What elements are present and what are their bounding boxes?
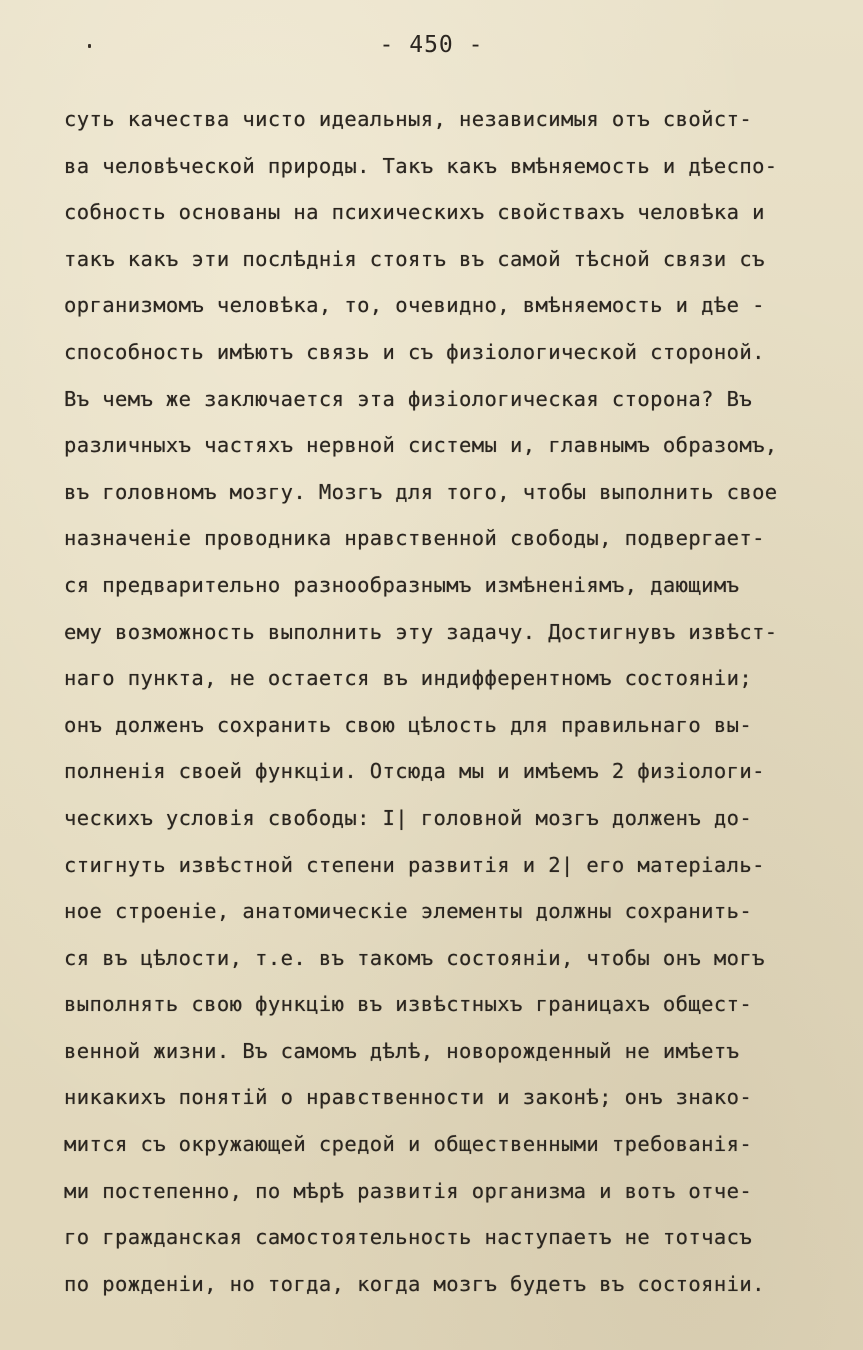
text-line: организмомъ человѣка, то, очевидно, вмѣняемость и дѣе - [64, 293, 765, 318]
text-line: суть качества чисто идеальныя, независимыя отъ свойст- [64, 107, 753, 131]
text-line: мится съ окружающей средой и общественными требованiя- [64, 1132, 753, 1157]
text-line: онъ долженъ сохранить свою цѣлость для правильнаго вы- [64, 712, 753, 737]
text-line: наго пункта, не остается въ индифферентномъ состоянiи; [64, 666, 753, 691]
text-line: полненiя своей функцiи. Отсюда мы и имѣемъ 2 физiологи- [64, 759, 765, 784]
text-line: въ головномъ мозгу. Мозгъ для того, чтобы выполнить свое [64, 479, 778, 504]
text-line: собность основаны на психическихъ свойствахъ человѣка и [64, 200, 765, 225]
text-line: ное строенiе, анатомическiе элементы должны сохранить- [64, 899, 753, 924]
text-line: ва человѣческой природы. Такъ какъ вмѣняемость и дѣеспо- [64, 153, 778, 178]
text-line: ся въ цѣлости, т.е. въ такомъ состоянiи, чтобы онъ могъ [64, 945, 765, 970]
text-line: никакихъ понятiй о нравственности и законѣ; онъ знако- [64, 1085, 753, 1110]
text-line: ми постепенно, по мѣрѣ развитiя организма и вотъ отче- [64, 1178, 753, 1203]
text-line: стигнуть извѣстной степени развитiя и 2| его матерiаль- [64, 852, 765, 877]
text-line: ческихъ условiя свободы: I| головной мозгъ долженъ до- [64, 805, 753, 830]
text-line: назначенiе проводника нравственной свободы, подвергает- [64, 526, 765, 551]
text-line: способность имѣютъ связь и съ физiологической стороной. [64, 339, 765, 364]
body-text [64, 96, 844, 1307]
text-line: ему возможность выполнить эту задачу. Достигнувъ извѣст- [64, 619, 778, 644]
text-line: Въ чемъ же заключается эта физiологическая сторона? Въ [64, 386, 753, 411]
text-line: выполнять свою функцiю въ извѣстныхъ границахъ общест- [64, 992, 753, 1017]
text-line: го гражданская самостоятельность наступаетъ не тотчасъ [64, 1225, 753, 1250]
page-number: - 450 - [379, 32, 484, 58]
text-line: ся предварительно разнообразнымъ измѣненiямъ, дающимъ [64, 572, 740, 597]
text-line: по рожденiи, но тогда, когда мозгъ будетъ въ состоянiи. [64, 1271, 765, 1296]
text-line: различныхъ частяхъ нервной системы и, главнымъ образомъ, [64, 433, 778, 458]
text-line: венной жизни. Въ самомъ дѣлѣ, новорожденный не имѣетъ [64, 1038, 740, 1063]
text-line: такъ какъ эти послѣднія стоятъ въ самой тѣсной связи съ [64, 246, 765, 271]
